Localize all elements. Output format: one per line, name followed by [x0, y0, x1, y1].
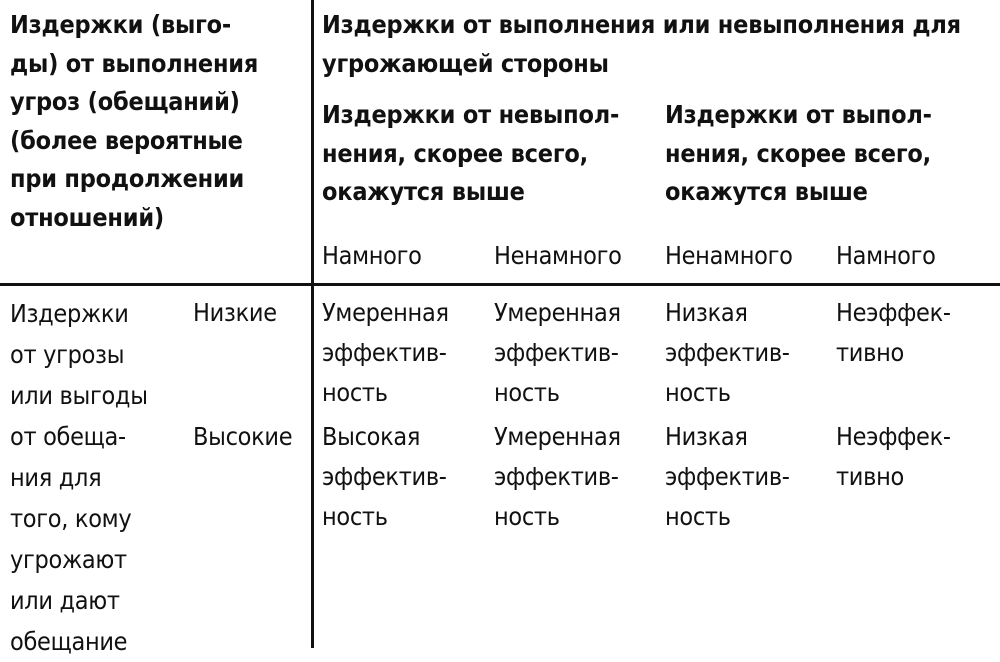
table-cell: Неэффек- тивно	[836, 298, 951, 367]
table-cell: Неэффек- тивно	[836, 422, 951, 491]
row-level-low: Низкие	[193, 298, 277, 327]
top-header: Издержки от выполнения или невыполнения для угрожающей стороны	[322, 10, 961, 78]
table-cell: Умеренная эффектив- ность	[494, 298, 621, 407]
subcolumn-header: Намного	[836, 241, 936, 270]
table-cell: Высокая эффектив- ность	[322, 422, 447, 531]
row-header: Издержки от угрозы или выгоды от обеща- ния для того, кому угрожают или дают обещание	[10, 299, 148, 656]
subcolumn-header: Ненамного	[494, 241, 622, 270]
table-cell: Умеренная эффектив- ность	[494, 422, 621, 531]
vertical-divider	[311, 0, 314, 648]
row-level-high: Высокие	[193, 422, 293, 451]
group-header-fulfillment: Издержки от выпол- нения, скорее всего, окажутся выше	[665, 100, 932, 206]
corner-header: Издержки (выго- ды) от выполнения угроз (обещаний) (более вероятные при продолжении отношений)	[10, 10, 259, 232]
group-header-nonfulfillment: Издержки от невыпол- нения, скорее всего, окажутся выше	[322, 100, 620, 206]
horizontal-divider	[0, 283, 1000, 286]
table-cell: Низкая эффектив- ность	[665, 298, 790, 407]
subcolumn-header: Намного	[322, 241, 422, 270]
table-cell: Низкая эффектив- ность	[665, 422, 790, 531]
table-cell: Умеренная эффектив- ность	[322, 298, 449, 407]
subcolumn-header: Ненамного	[665, 241, 793, 270]
